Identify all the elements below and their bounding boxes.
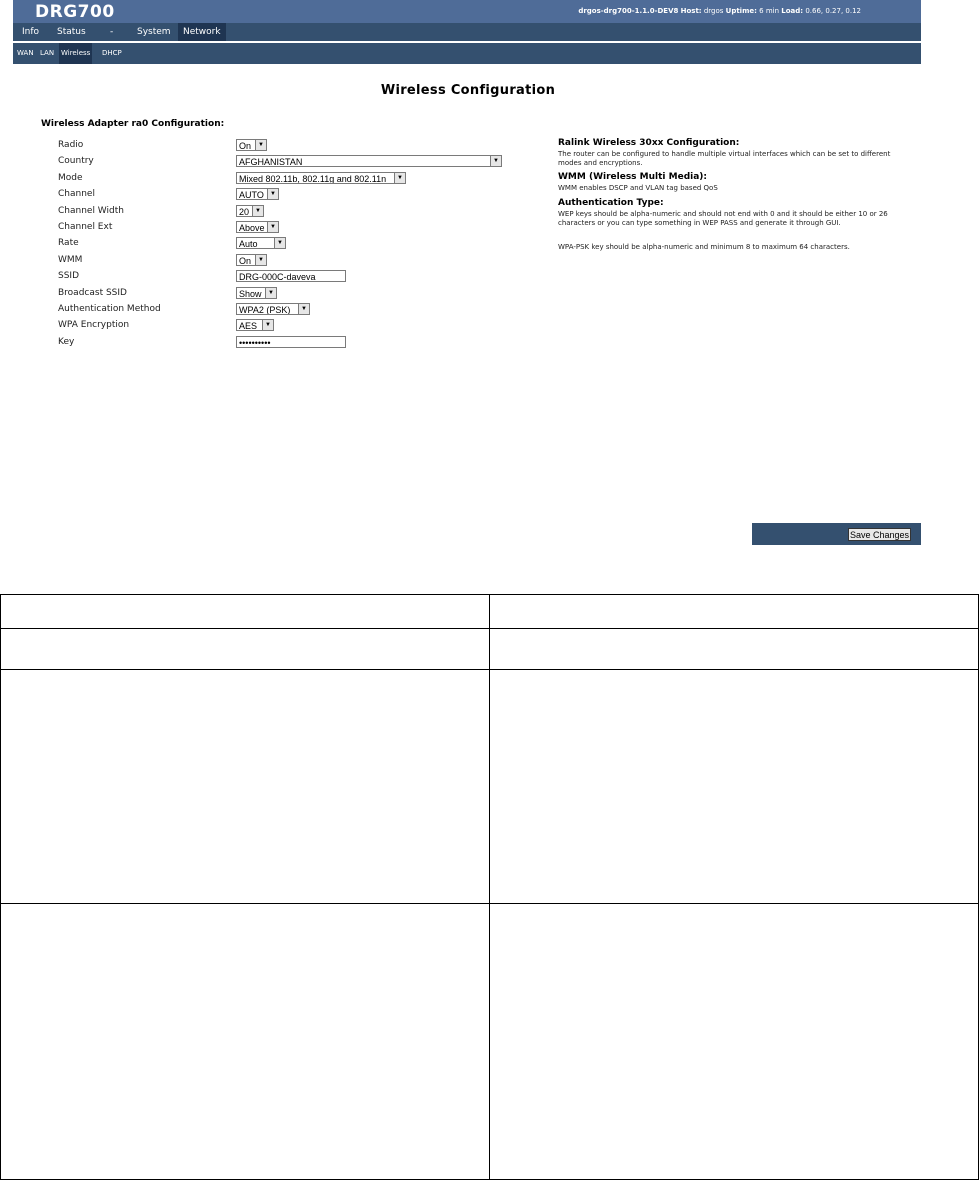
table-cell	[1, 595, 490, 629]
label-radio: Radio	[58, 140, 84, 150]
uptime-value: 6 min	[759, 7, 780, 15]
host-label: Host:	[680, 7, 702, 15]
authentication-method-select-value: WPA2 (PSK)	[239, 305, 291, 315]
menu-item-network[interactable]: Network	[178, 23, 226, 41]
mode-select-value: Mixed 802.11b, 802.11g and 802.11n	[239, 174, 387, 184]
chevron-down-icon: ▼	[262, 320, 273, 330]
channel-ext-select-value: Above	[239, 223, 265, 233]
key-input-value: ••••••••••	[239, 338, 271, 348]
table-cell	[490, 629, 979, 670]
radio-select[interactable]	[236, 139, 267, 151]
chevron-down-icon: ▼	[267, 189, 278, 199]
table-cell	[1, 670, 490, 904]
table-row	[1, 904, 979, 1180]
menu-item-status[interactable]: Status	[57, 27, 86, 37]
wmm-select[interactable]	[236, 254, 267, 266]
label-mode: Mode	[58, 173, 83, 183]
channel-ext-select[interactable]	[236, 221, 279, 233]
rate-select-value: Auto	[239, 239, 258, 249]
rate-select[interactable]	[236, 237, 286, 249]
table-row	[1, 629, 979, 670]
help-ralink-text: The router can be configured to handle multiple virtual interfaces which can be set to different modes and encryptions.	[558, 150, 891, 167]
label-channel-width: Channel Width	[58, 206, 124, 216]
label-wmm: WMM	[58, 255, 83, 265]
mode-select[interactable]	[236, 172, 406, 184]
table-row	[1, 670, 979, 904]
menu-item-separator[interactable]: -	[110, 27, 114, 37]
chevron-down-icon: ▼	[267, 222, 278, 232]
load-value: 0.66, 0.27, 0.12	[805, 7, 861, 15]
table-row	[1, 595, 979, 629]
label-country: Country	[58, 156, 94, 166]
label-channel-ext: Channel Ext	[58, 222, 113, 232]
label-ssid: SSID	[58, 271, 80, 281]
country-select[interactable]	[236, 155, 502, 167]
broadcast-ssid-select[interactable]	[236, 287, 277, 299]
submenu-item-dhcp[interactable]: DHCP	[102, 49, 122, 57]
label-key: Key	[58, 337, 75, 347]
firmware-version: drgos-drg700-1.1.0-DEV8	[578, 7, 679, 15]
authentication-method-select[interactable]	[236, 303, 310, 315]
label-broadcast-ssid: Broadcast SSID	[58, 288, 127, 298]
table-cell	[1, 904, 490, 1180]
page-title: Wireless Configuration	[380, 83, 556, 98]
submenu-item-wan[interactable]: WAN	[17, 49, 34, 57]
header-bar	[13, 0, 921, 23]
brand-logo: DRG700	[35, 2, 115, 22]
channel-select-value: AUTO	[239, 190, 264, 200]
menu-item-info[interactable]: Info	[22, 27, 40, 37]
chevron-down-icon: ▼	[274, 238, 285, 248]
table-cell	[490, 904, 979, 1180]
help-auth-title: Authentication Type:	[558, 198, 664, 208]
system-info	[578, 7, 861, 15]
section-title: Wireless Adapter ra0 Configuration:	[41, 119, 225, 129]
chevron-down-icon: ▼	[252, 206, 263, 216]
chevron-down-icon: ▼	[394, 173, 405, 183]
help-wmm-text: WMM enables DSCP and VLAN tag based QoS	[558, 184, 718, 192]
key-password-input[interactable]	[236, 336, 346, 348]
chevron-down-icon: ▼	[255, 255, 266, 265]
host-value: drgos	[703, 7, 724, 15]
chevron-down-icon: ▼	[298, 304, 309, 314]
label-authentication-method: Authentication Method	[58, 304, 161, 314]
channel-width-select-value: 20	[239, 207, 250, 217]
chevron-down-icon: ▼	[255, 140, 266, 150]
wpa-encryption-select[interactable]	[236, 319, 274, 331]
help-auth-text-wpa: WPA-PSK key should be alpha-numeric and minimum 8 to maximum 64 characters.	[558, 243, 850, 251]
wpa-encryption-select-value: AES	[239, 321, 258, 331]
empty-table	[0, 594, 979, 1180]
ssid-input[interactable]	[236, 270, 346, 282]
save-changes-button[interactable]: Save Changes	[849, 530, 910, 540]
channel-width-select[interactable]	[236, 205, 264, 217]
ssid-input-value: DRG-000C-daveva	[239, 272, 316, 282]
main-menu	[13, 23, 921, 41]
wmm-select-value: On	[239, 256, 252, 266]
chevron-down-icon: ▼	[490, 156, 501, 166]
radio-select-value: On	[239, 141, 252, 151]
table-cell	[490, 670, 979, 904]
submenu-item-lan[interactable]: LAN	[40, 49, 55, 57]
help-auth-text-wep: WEP keys should be alpha-numeric and should not end with 0 and it should be either 10 or 26 characters or you can type something in WEP PASS and generate it through GUI.	[558, 210, 888, 227]
channel-select[interactable]	[236, 188, 279, 200]
label-channel: Channel	[58, 189, 95, 199]
chevron-down-icon: ▼	[265, 288, 276, 298]
broadcast-ssid-select-value: Show	[239, 289, 262, 299]
sub-menu	[13, 43, 921, 64]
help-ralink-title: Ralink Wireless 30xx Configuration:	[558, 138, 740, 148]
load-label: Load:	[781, 7, 804, 15]
help-wmm-title: WMM (Wireless Multi Media):	[558, 172, 708, 182]
country-select-value: AFGHANISTAN	[239, 157, 303, 167]
table-cell	[1, 629, 490, 670]
menu-item-system[interactable]: System	[137, 27, 171, 37]
uptime-label: Uptime:	[725, 7, 757, 15]
label-wpa-encryption: WPA Encryption	[58, 320, 130, 330]
label-rate: Rate	[58, 238, 79, 248]
submenu-item-wireless[interactable]: Wireless	[59, 43, 92, 64]
table-cell	[490, 595, 979, 629]
